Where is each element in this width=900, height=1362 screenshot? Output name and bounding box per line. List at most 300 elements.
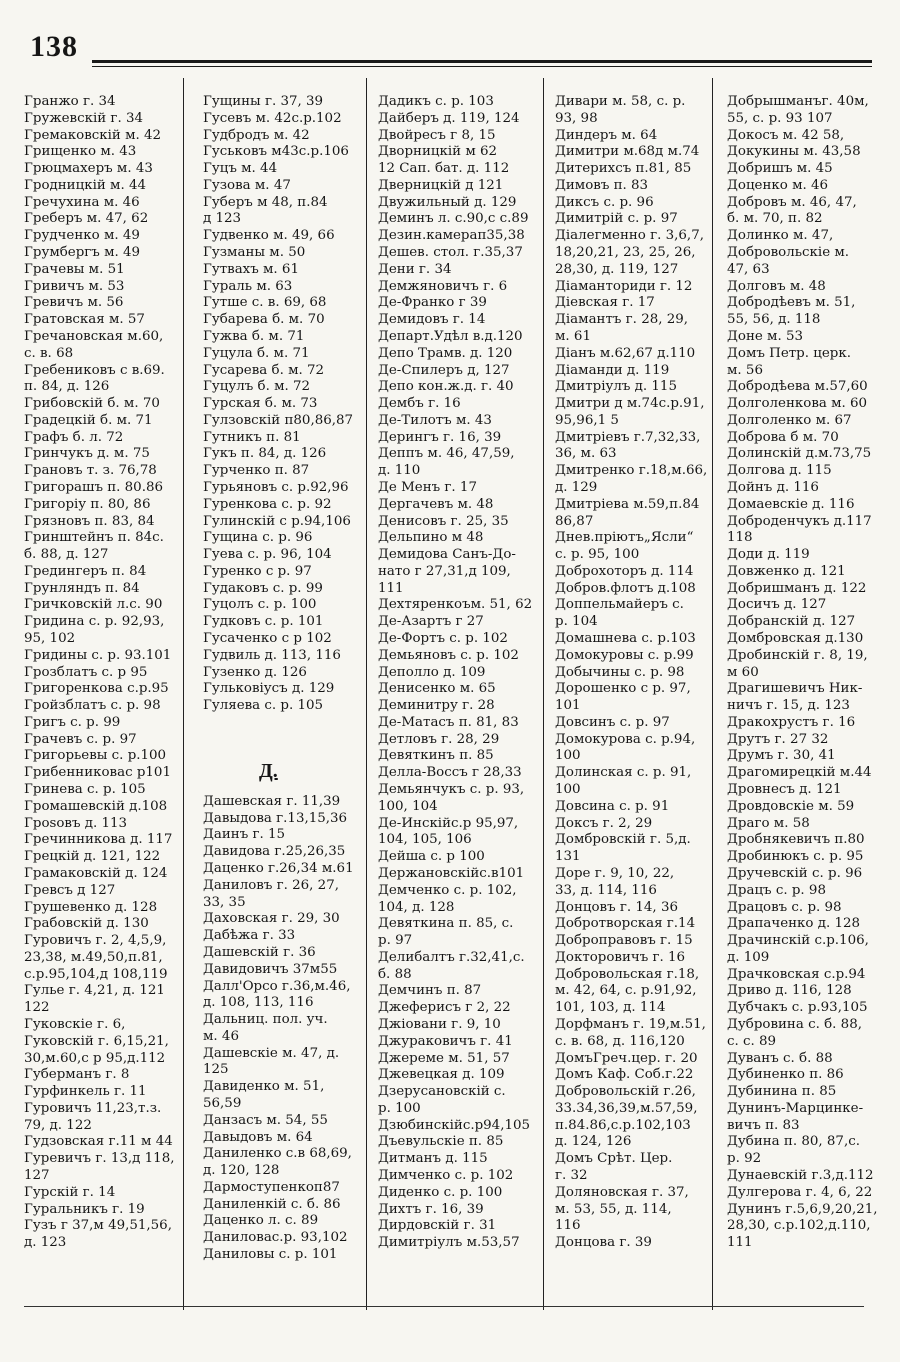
index-entry: Досичъ д. 127 (727, 597, 827, 613)
index-entry: Диндеръ м. 64 (555, 127, 658, 143)
index-entry: Гринштейнъ п. 84с. (24, 530, 164, 546)
index-entry: Дмитріулъ д. 115 (555, 379, 677, 395)
column-3 (378, 94, 542, 1252)
index-entry: Грунляндъ п. 84 (24, 580, 140, 596)
index-entry: Гречинникова д. 117 (24, 832, 173, 848)
index-entry: Гульковіусъ д. 129 (203, 681, 335, 697)
index-entry: 125 (203, 1062, 229, 1078)
section-heading: Д. (259, 759, 278, 782)
index-entry: Докторовичъ г. 16 (555, 949, 686, 965)
index-entry: р. 100 (378, 1100, 421, 1116)
column-5 (727, 94, 877, 1252)
index-entry: с. в. 68 (24, 345, 74, 361)
index-entry: Домбровскій г. 5,д. (555, 832, 691, 848)
index-entry: м. 61 (555, 328, 591, 344)
index-entry: Деминитру г. 28 (378, 698, 495, 714)
index-entry: 116 (555, 1218, 581, 1234)
index-entry: Димитрій с. р. 97 (555, 211, 678, 227)
index-entry: Губарева б. м. 70 (203, 312, 325, 328)
index-entry: Гуляева с. р. 105 (203, 698, 324, 714)
index-entry: Долголенко м. 67 (727, 412, 852, 428)
index-entry: Денисовъ г. 25, 35 (378, 513, 509, 529)
index-entry: 93, 98 (555, 110, 598, 126)
index-entry: Гридина с. р. 92,93, (24, 614, 165, 630)
index-entry: Гуковскій г. 6,15,21, (24, 1033, 169, 1049)
index-entry: м. 46 (203, 1028, 239, 1044)
index-entry: Долголенкова м. 60 (727, 396, 868, 412)
index-entry: Демидова Санъ-До- (378, 547, 516, 563)
index-entry: Дембъ г. 16 (378, 396, 461, 412)
index-entry: Доксъ г. 2, 29 (555, 815, 653, 831)
index-entry: Димитріулъ м.53,57 (378, 1235, 520, 1251)
index-entry: Грosовъ д. 113 (24, 815, 128, 831)
index-entry: Гурьяновъ с. р.92,96 (203, 479, 349, 495)
index-entry: Гуральникъ г. 19 (24, 1201, 145, 1217)
index-entry: Дубиненко п. 86 (727, 1067, 844, 1083)
index-entry: Дашевская г. 11,39 (203, 793, 341, 809)
index-entry: м. 42, 64, с. р.91,92, (555, 983, 697, 999)
index-entry: 100, 104 (378, 798, 438, 814)
index-entry: с. р. 95, 100 (555, 547, 640, 563)
index-entry: Дитерихсъ п.81, 85 (555, 161, 692, 177)
index-entry: Діамантъ г. 28, 29, (555, 312, 689, 328)
index-entry: Домаевскіе д. 116 (727, 496, 855, 512)
index-entry: Давиденко м. 51, (203, 1079, 325, 1095)
index-entry: Грумбергъ м. 49 (24, 245, 141, 261)
index-entry: Дейша с. р 100 (378, 849, 485, 865)
index-entry: Гуровичъ 11,23,т.з. (24, 1100, 162, 1116)
index-entry: Драгишевичъ Ник- (727, 681, 863, 697)
index-entry: 79, д. 122 (24, 1117, 92, 1133)
index-entry: д. 108, 113, 116 (203, 995, 314, 1011)
index-entry: Доброденчукъ д.117 (727, 513, 872, 529)
index-entry: Гуева с. р. 96, 104 (203, 547, 332, 563)
index-entry: Гузъ г 37,м 49,51,56, (24, 1218, 172, 1234)
index-entry: Грязновъ п. 83, 84 (24, 513, 155, 529)
index-entry: Гущины г. 37, 39 (203, 94, 324, 109)
index-entry: Демьяновъ с. р. 102 (378, 647, 519, 663)
index-entry: Долгова д. 115 (727, 463, 832, 479)
index-entry: 28,30, с.р.102,д.110, (727, 1218, 871, 1234)
index-entry: Двойресъ г 8, 15 (378, 127, 496, 143)
index-entry: Драцъ с. р. 98 (727, 882, 826, 898)
index-entry: Данзасъ м. 54, 55 (203, 1112, 328, 1128)
index-entry: Долговъ м. 48 (727, 278, 826, 294)
index-entry: Драчковская с.р.94 (727, 966, 866, 982)
index-entry: Дмитріева м.59,п.84 (555, 496, 700, 512)
index-entry: Друмъ г. 30, 41 (727, 748, 836, 764)
index-entry: Дорфманъ г. 19,м.51, (555, 1016, 706, 1032)
index-entry: Димовъ п. 83 (555, 177, 649, 193)
index-entry: Депо Трамв. д. 120 (378, 345, 513, 361)
index-entry: Добродѣевъ м. 51, (727, 295, 856, 311)
index-entry: 111 (378, 580, 404, 596)
index-entry: Довсинъ с. р. 97 (555, 714, 670, 730)
index-entry: Дворницкій м 62 (378, 144, 498, 160)
index-entry: 118 (727, 530, 753, 546)
index-entry: 104, 105, 106 (378, 832, 472, 848)
column-separator (366, 78, 367, 1310)
index-entry: Графъ б. л. 72 (24, 429, 124, 445)
index-entry: Делибалтъ г.32,41,с. (378, 949, 525, 965)
index-entry: Де-Спилеръ д, 127 (378, 362, 510, 378)
index-entry: Добычины с. р. 98 (555, 664, 685, 680)
index-entry: Джевецкая д. 109 (378, 1067, 505, 1083)
index-entry: Давидовичъ 37м55 (203, 961, 338, 977)
index-entry: Гудковъ с. р. 101 (203, 614, 324, 630)
index-entry: Домъ Каф. Соб.г.22 (555, 1067, 694, 1083)
index-entry: 55, с. р. 93 107 (727, 110, 833, 126)
index-entry: Грачевы м. 51 (24, 261, 125, 277)
index-entry: п. 84, д. 126 (24, 379, 110, 395)
index-entry: ничъ г. 15, д. 123 (727, 698, 850, 714)
index-entry: Діевская г. 17 (555, 295, 655, 311)
index-entry: Гурскій г. 14 (24, 1184, 116, 1200)
index-entry: Драпаченко д. 128 (727, 916, 861, 932)
index-entry: Демидовъ г. 14 (378, 312, 486, 328)
index-entry: Драчинскій с.р.106, (727, 933, 869, 949)
column-separator (183, 78, 184, 1310)
index-entry: Доценко м. 46 (727, 177, 829, 193)
index-entry: Дашевскіе м. 47, д. (203, 1045, 340, 1061)
index-entry: Гуровичъ г. 2, 4,5,9, (24, 933, 167, 949)
index-entry: Де-Тилотъ м. 43 (378, 412, 492, 428)
index-entry: 36, м. 63 (555, 446, 617, 462)
index-entry: Доброва б м. 70 (727, 429, 839, 445)
index-entry: Гукъ п. 84, д. 126 (203, 446, 327, 462)
index-entry: Держановскійс.в101 (378, 865, 525, 881)
index-entry: Гусарева б. м. 72 (203, 362, 325, 378)
index-entry: Даниленкій с. б. 86 (203, 1196, 341, 1212)
index-entry: Де-Фортъ с. р. 102 (378, 631, 508, 646)
index-entry: Дробинюкъ с. р. 95 (727, 849, 864, 865)
index-entry: Домашнева с. р.103 (555, 631, 696, 646)
index-entry: Дешев. стол. г.35,37 (378, 245, 523, 261)
index-entry: Грозблатъ с. р 95 (24, 664, 148, 680)
index-entry: Давидова г.25,26,35 (203, 844, 346, 860)
index-entry: Гурфинкель г. 11 (24, 1084, 147, 1100)
index-entry: д. 120, 128 (203, 1163, 280, 1179)
index-entry: д 123 (203, 211, 242, 227)
index-entry: м 60 (727, 664, 759, 680)
index-entry: Грюцмахеръ м. 43 (24, 161, 153, 177)
index-entry: Джiовани г. 9, 10 (378, 1016, 501, 1032)
index-entry: Добротворская г.14 (555, 916, 696, 932)
index-entry: Днев.пріютъ„Ясли“ (555, 530, 694, 546)
index-entry: б. м. 70, п. 82 (727, 211, 823, 227)
index-entry: б. 88, д. 127 (24, 547, 109, 563)
index-entry: 95, 102 (24, 631, 76, 646)
index-entry: Дирдовскій г. 31 (378, 1218, 497, 1234)
bottom-rule (24, 1306, 864, 1307)
index-entry: Драгомирецкій м.44 (727, 765, 872, 781)
index-entry: р. 92 (727, 1151, 762, 1167)
index-entry: п.84.86,с.р.102,103 (555, 1117, 691, 1133)
index-entry: Дробнякевичъ п.80 (727, 832, 865, 848)
index-entry: ДомъГреч.цер. г. 20 (555, 1050, 698, 1066)
index-entry: Гущина с. р. 96 (203, 530, 313, 546)
column-separator (712, 78, 713, 1310)
index-entry: Гудвиль д. 113, 116 (203, 647, 341, 663)
index-entry: д. 109 (727, 949, 770, 965)
index-entry: Дручевскій с. р. 96 (727, 865, 863, 881)
index-entry: Гутше с. в. 69, 68 (203, 295, 327, 311)
index-entry: вичъ п. 83 (727, 1117, 800, 1133)
index-entry: 12 Сап. бат. д. 112 (378, 161, 510, 177)
index-entry: Гройзблатъ с. р. 98 (24, 698, 161, 714)
index-entry: Домъ Петр. церк. (727, 345, 851, 361)
index-entry: Дмитріевъ г.7,32,33, (555, 429, 701, 445)
index-entry: Деполло д. 109 (378, 664, 486, 680)
index-entry: Григоріу п. 80, 86 (24, 496, 151, 512)
index-entry: Григорашъ п. 80.86 (24, 479, 163, 495)
index-entry: Диксъ с. р. 96 (555, 194, 654, 210)
column-1 (24, 94, 180, 1252)
index-entry: Дмитри д м.74с.р.91, (555, 396, 705, 412)
index-entry: Дунинъ-Марцинке- (727, 1100, 864, 1116)
index-entry: Грабовскій д. 130 (24, 916, 149, 932)
index-entry: р. 104 (555, 614, 598, 630)
index-entry: Добришъ м. 45 (727, 161, 833, 177)
index-entry: Гутвахъ м. 61 (203, 261, 299, 277)
index-entry: Департ.Удѣл в.д.120 (378, 328, 523, 344)
index-entry: Гузова м. 47 (203, 177, 291, 193)
index-entry: 18,20,21, 23, 25, 26, (555, 245, 696, 261)
index-entry: Дубина п. 80, 87,с. (727, 1134, 860, 1150)
index-entry: Даценко л. с. 89 (203, 1213, 319, 1229)
index-entry: Дубинина п. 85 (727, 1084, 837, 1100)
index-entry: Грановъ т. з. 76,78 (24, 463, 157, 479)
index-entry: Дальниц. пол. уч. (203, 1012, 328, 1028)
index-entry: Донцовъ г. 14, 36 (555, 899, 678, 915)
index-entry: Дерингъ г. 16, 39 (378, 429, 502, 445)
index-entry: Дриво д. 116, 128 (727, 983, 852, 999)
index-entry: Дзерусановскій с. (378, 1084, 506, 1100)
index-entry: Гужва б. м. 71 (203, 328, 305, 344)
index-entry: с.р.95,104,д 108,119 (24, 966, 168, 982)
index-entry: Греберъ м. 47, 62 (24, 211, 149, 227)
index-entry: Гурская б. м. 73 (203, 396, 318, 412)
index-entry: д. 124, 126 (555, 1134, 632, 1150)
index-entry: Дубровина с. б. 88, (727, 1016, 862, 1032)
index-entry: р. 97 (378, 933, 413, 949)
index-entry: Детловъ г. 28, 29 (378, 731, 500, 747)
index-entry: Даценко г.26,34 м.61 (203, 861, 354, 877)
index-entry: Гусаченко с р 102 (203, 631, 332, 646)
index-entry: Джереме м. 51, 57 (378, 1050, 510, 1066)
index-entry: Дабѣжа г. 33 (203, 928, 296, 944)
index-entry: 33, д. 114, 116 (555, 882, 657, 898)
index-entry: Дунинъ г.5,6,9,20,21, (727, 1201, 878, 1217)
index-entry: Гродницкій м. 44 (24, 177, 147, 193)
index-entry: Делла-Воссъ г 28,33 (378, 765, 522, 781)
index-entry: Девяткина п. 85, с. (378, 916, 514, 932)
index-entry: Домокурова с. р.94, (555, 731, 696, 747)
index-entry: Григъ с. р. 99 (24, 714, 121, 730)
index-entry: Джураковичъ г. 41 (378, 1033, 513, 1049)
index-entry: с. в. 68, д. 116,120 (555, 1033, 685, 1049)
index-entry: Гуцолъ с. р. 100 (203, 597, 317, 613)
index-entry: Давыдова г.13,15,36 (203, 810, 348, 826)
index-entry: Девяткинъ п. 85 (378, 748, 494, 764)
index-entry: Долинская с. р. 91, (555, 765, 692, 781)
index-entry: Гуськовъ м43с.р.106 (203, 144, 349, 160)
index-entry: Григоренкова с.р.95 (24, 681, 169, 697)
index-entry: Гурченко п. 87 (203, 463, 310, 479)
index-entry: Дубчакъ с. р.93,105 (727, 1000, 868, 1016)
index-entry: Де Менъ г. 17 (378, 479, 477, 495)
index-entry: Гуренко с р. 97 (203, 563, 312, 579)
index-entry: Грачевъ с. р. 97 (24, 731, 137, 747)
index-entry: Де-Матасъ п. 81, 83 (378, 714, 519, 730)
index-entry: 30,м.60,с р 95,д.112 (24, 1050, 166, 1066)
index-entry: 122 (24, 1000, 50, 1016)
index-entry: Депо кон.ж.д. г. 40 (378, 379, 514, 395)
index-entry: Демьянчукъ с. р. 93, (378, 782, 525, 798)
index-entry: Гуцулъ б. м. 72 (203, 379, 311, 395)
index-entry: Дени г. 34 (378, 261, 452, 277)
index-entry: 55, 56, д. 118 (727, 312, 821, 328)
index-entry: Дровнесъ д. 121 (727, 782, 842, 798)
index-entry: Де-Инскійс.р 95,97, (378, 815, 519, 831)
index-entry: Добранскій д. 127 (727, 614, 856, 630)
index-entry: д. 129 (555, 479, 598, 495)
index-entry: Довженко д. 121 (727, 563, 846, 579)
index-entry: Довсина с. р. 91 (555, 798, 670, 814)
index-entry: с. с. 89 (727, 1033, 777, 1049)
index-entry: Долинскій д.м.73,75 (727, 446, 872, 462)
index-entry: Гривичъ м. 53 (24, 278, 125, 294)
index-entry: 56,59 (203, 1095, 242, 1111)
index-entry: Гридины с. р. 93.101 (24, 647, 172, 663)
index-entry: Гузенко д. 126 (203, 664, 307, 680)
index-entry: Гринева с. р. 105 (24, 782, 146, 798)
index-entry: Дойнъ д. 116 (727, 479, 819, 495)
index-entry: Гуренкова с. р. 92 (203, 496, 332, 512)
index-entry: Дергачевъ м. 48 (378, 496, 494, 512)
header-rule (92, 60, 872, 63)
index-entry: Грамаковскій д. 124 (24, 865, 168, 881)
index-entry: Димченко с. р. 102 (378, 1168, 514, 1183)
index-entry: Дверницкій д 121 (378, 177, 504, 193)
index-entry: 33.34,36,39,м.57,59, (555, 1100, 698, 1116)
index-entry: Даховская г. 29, 30 (203, 911, 340, 927)
index-entry: м. 56 (727, 362, 763, 378)
index-entry: Далл'Орсо г.36,м.46, (203, 978, 351, 994)
index-entry: Добровъ м. 46, 47, (727, 194, 857, 210)
index-entry: Григорьевы с. р.100 (24, 748, 167, 764)
index-entry: Дезин.камерап35,38 (378, 228, 525, 244)
index-entry: Двужильный д. 129 (378, 194, 517, 210)
index-entry: 100 (555, 782, 581, 798)
index-entry: Гулинскій с р.94,106 (203, 513, 351, 529)
index-entry: Дашевскій г. 36 (203, 944, 316, 960)
index-entry: Гураль м. 63 (203, 278, 293, 294)
index-entry: Даниловас.р. 93,102 (203, 1230, 348, 1246)
index-entry: Гричковскій л.с. 90 (24, 597, 163, 613)
index-entry: Громашевскій д.108 (24, 798, 168, 814)
index-entry: Дробинскій г. 8, 19, (727, 647, 868, 663)
index-entry: Дуванъ с. б. 88 (727, 1050, 833, 1066)
index-entry: Давыдовъ м. 64 (203, 1129, 313, 1145)
index-entry: 95,96,1 5 (555, 412, 619, 428)
index-entry: Даниловъ г. 26, 27, (203, 877, 339, 893)
index-entry: 104, д. 128 (378, 899, 455, 915)
index-entry: Гредингеръ п. 84 (24, 563, 147, 579)
index-entry: Дармоступенкоп87 (203, 1179, 340, 1195)
index-entry: Джеферисъ г 2, 22 (378, 1000, 511, 1016)
index-entry: Гуковскіе г. 6, (24, 1016, 126, 1032)
index-entry: Грищенко м. 43 (24, 144, 137, 160)
index-entry: 101 (555, 698, 581, 714)
index-entry: Діалегменно г. 3,6,7, (555, 228, 704, 244)
index-entry: Добродѣева м.57,60 (727, 379, 868, 395)
index-entry: Гудбродъ м. 42 (203, 127, 310, 143)
index-entry: Доппельмайеръ с. (555, 597, 684, 613)
index-entry: Даниленко с.в 68,69, (203, 1146, 352, 1162)
index-entry: Доляновская г. 37, (555, 1184, 689, 1200)
index-entry: Демчинъ п. 87 (378, 983, 482, 999)
index-entry: Діаманди д. 119 (555, 362, 670, 378)
index-entry: 47, 63 (727, 261, 770, 277)
index-entry: Грудченко м. 49 (24, 228, 140, 244)
index-entry: Добришманъ д. 122 (727, 580, 867, 596)
index-entry: Гуцъ м. 44 (203, 161, 278, 177)
index-entry: Гревсъ д 127 (24, 882, 116, 898)
index-entry: Гуцула б. м. 71 (203, 345, 310, 361)
index-entry: 111 (727, 1235, 753, 1251)
index-entry: м. 53, 55, д. 114, (555, 1201, 672, 1217)
index-entry: Добровольскіе м. (727, 245, 850, 261)
index-entry: 33, 35 (203, 894, 246, 910)
index-entry: Гречановская м.60, (24, 328, 164, 344)
index-entry: Гречухина м. 46 (24, 194, 140, 210)
index-entry: Докосъ м. 42 58, (727, 127, 845, 143)
index-entry: Доре г. 9, 10, 22, (555, 865, 675, 881)
index-entry: Гранжо г. 34 (24, 94, 116, 109)
index-entry: Докукины м. 43,58 (727, 144, 861, 160)
index-entry: Гратовская м. 57 (24, 312, 145, 328)
index-entry: Де-Франко г 39 (378, 295, 487, 311)
index-entry: Гремаковскій м. 42 (24, 127, 162, 143)
index-entry: Дитманъ д. 115 (378, 1151, 488, 1167)
index-entry: Драцовъ с. р. 98 (727, 899, 842, 915)
page-number: 138 (30, 30, 78, 63)
index-entry: Добров.флотъ д.108 (555, 580, 696, 596)
index-entry: Дракохрустъ г. 16 (727, 714, 856, 730)
index-entry: Дъевульскіе п. 85 (378, 1134, 504, 1150)
index-entry: Долинко м. 47, (727, 228, 834, 244)
index-entry: Домокуровы с. р.99 (555, 647, 694, 663)
index-entry: Драго м. 58 (727, 815, 810, 831)
index-entry: Губеръ м 48, п.84 (203, 194, 328, 210)
index-entry: Дихтъ г. 16, 39 (378, 1201, 484, 1217)
index-entry: Добровольскій г.26, (555, 1084, 696, 1100)
index-entry: Гусевъ м. 42с.р.102 (203, 110, 342, 126)
index-entry: Домъ Срѣт. Цер. (555, 1151, 673, 1167)
index-entry: Грушевенко д. 128 (24, 899, 158, 915)
index-entry: Гудзовская г.11 м 44 (24, 1134, 173, 1150)
index-entry: Даниловы с. р. 101 (203, 1247, 338, 1262)
index-entry: Гутникъ п. 81 (203, 429, 301, 445)
index-entry: Гудаковъ с. р. 99 (203, 580, 323, 596)
index-entry: Губерманъ г. 8 (24, 1067, 130, 1083)
index-entry: Домбровская д.130 (727, 631, 864, 646)
index-entry: Донцова г. 39 (555, 1235, 652, 1251)
index-entry: Доди д. 119 (727, 547, 810, 563)
index-entry: б. 88 (378, 966, 412, 982)
index-entry: Градецкій б. м. 71 (24, 412, 153, 428)
